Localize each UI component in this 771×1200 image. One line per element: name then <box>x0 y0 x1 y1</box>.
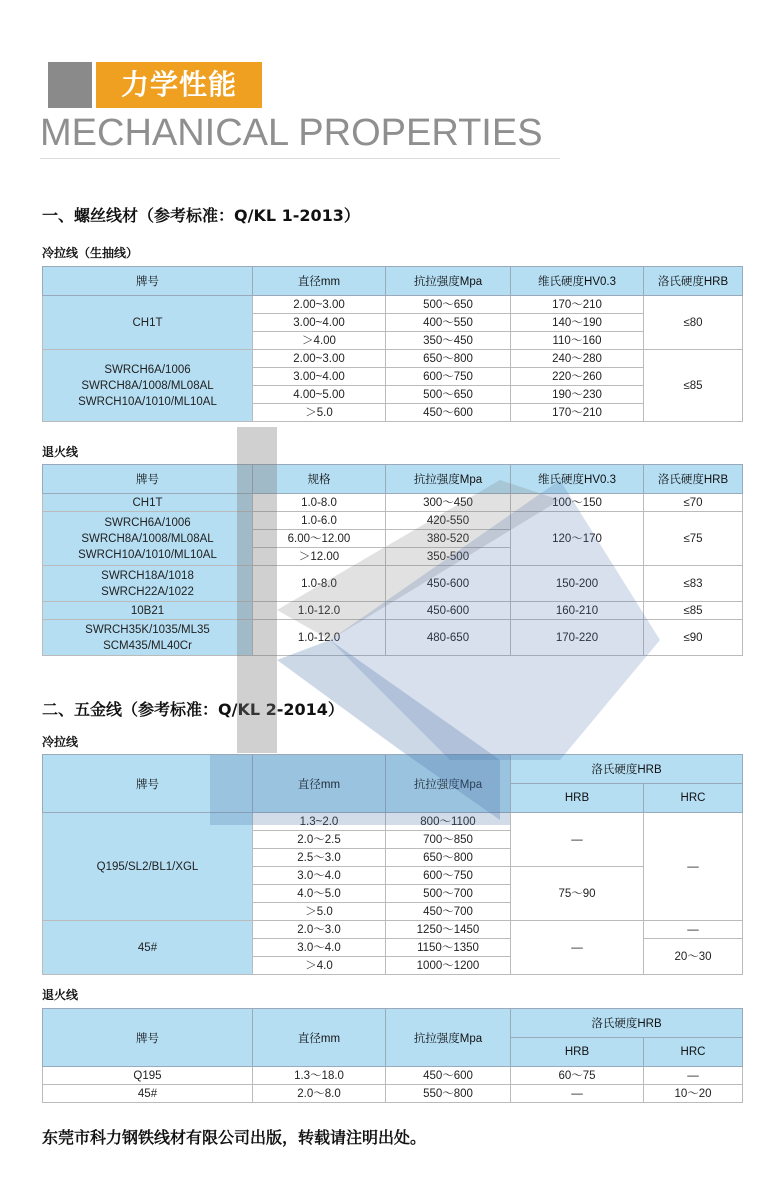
table-s2-annealed <box>42 1008 743 1103</box>
banner-title-en: MECHANICAL PROPERTIES <box>40 112 543 154</box>
table-cell: ＞5.0 <box>253 903 386 921</box>
table-cell: 1.0-12.0 <box>253 620 386 656</box>
col-header: 抗拉强度Mpa <box>386 465 511 494</box>
table-cell: 700～850 <box>386 831 511 849</box>
grade-cell: SWRCH6A/1006 SWRCH8A/1008/ML08AL SWRCH10A/1010/ML10AL <box>43 512 253 566</box>
table-cell: 190～230 <box>511 386 644 404</box>
table-cell: 4.0～5.0 <box>253 885 386 903</box>
col-header: 规格 <box>253 465 386 494</box>
table-cell: 75～90 <box>511 867 644 921</box>
grade-cell: SWRCH18A/1018 SWRCH22A/1022 <box>43 566 253 602</box>
grade-cell: Q195/SL2/BL1/XGL <box>43 813 253 921</box>
grade-cell: 45# <box>43 921 253 975</box>
grade-cell: CH1T <box>43 494 253 512</box>
table-cell: 2.00~3.00 <box>253 296 386 314</box>
table-cell: ≤85 <box>644 602 743 620</box>
table-cell: 1.0-12.0 <box>253 602 386 620</box>
table-cell: 240～280 <box>511 350 644 368</box>
col-header: 直径mm <box>253 267 386 296</box>
table-cell: — <box>511 921 644 975</box>
table-cell: 170～210 <box>511 296 644 314</box>
table-cell: ≤83 <box>644 566 743 602</box>
table-cell: 480-650 <box>386 620 511 656</box>
table-cell: 450～600 <box>386 1067 511 1085</box>
table-cell: 1000～1200 <box>386 957 511 975</box>
table-cell: 10～20 <box>644 1085 743 1103</box>
table-cell: 400～550 <box>386 314 511 332</box>
col-header: 抗拉强度Mpa <box>386 267 511 296</box>
banner-gray-block <box>48 62 92 108</box>
section1-title: 一、螺丝线材（参考标准：Q/KL 1-2013） <box>42 206 360 225</box>
grade-cell: 10B21 <box>43 602 253 620</box>
col-header: 洛氏硬度HRB <box>644 267 743 296</box>
table-cell: 1.0-6.0 <box>253 512 386 530</box>
section2-cold-title: 冷拉线 <box>42 735 79 749</box>
table-cell: 3.0～4.0 <box>253 867 386 885</box>
banner-title-cn: 力学性能 <box>96 62 262 108</box>
table-cell: 1.3～18.0 <box>253 1067 386 1085</box>
table-cell: 120～170 <box>511 512 644 566</box>
col-header: 洛氏硬度HRB <box>511 755 743 784</box>
table-cell: 500～650 <box>386 386 511 404</box>
table-cell: — <box>644 921 743 939</box>
table-cell: 4.00~5.00 <box>253 386 386 404</box>
table-cell: 6.00～12.00 <box>253 530 386 548</box>
table-cell: ＞4.0 <box>253 957 386 975</box>
col-header: 抗拉强度Mpa <box>386 1009 511 1067</box>
table-cell: ＞12.00 <box>253 548 386 566</box>
table-cell: 2.00~3.00 <box>253 350 386 368</box>
col-header: 抗拉强度Mpa <box>386 755 511 813</box>
table-cell: 2.0～2.5 <box>253 831 386 849</box>
table-cell: ＞5.0 <box>253 404 386 422</box>
table-cell: 650～800 <box>386 350 511 368</box>
table-cell: 380-520 <box>386 530 511 548</box>
col-header: HRB <box>511 1038 644 1067</box>
table-cell: 220～260 <box>511 368 644 386</box>
table-cell: 350～450 <box>386 332 511 350</box>
table-cell: ≤90 <box>644 620 743 656</box>
col-header: 牌号 <box>43 755 253 813</box>
col-header: HRC <box>644 784 743 813</box>
table-cell: 450～600 <box>386 404 511 422</box>
table-s1-annealed <box>42 464 743 656</box>
table-cell: 450-600 <box>386 602 511 620</box>
table-cell: 1.0-8.0 <box>253 494 386 512</box>
table-cell: 650～800 <box>386 849 511 867</box>
table-cell: 150-200 <box>511 566 644 602</box>
table-cell: 100～150 <box>511 494 644 512</box>
banner-divider <box>40 158 560 159</box>
table-cell: 110～160 <box>511 332 644 350</box>
table-cell: 2.5～3.0 <box>253 849 386 867</box>
col-header: HRB <box>511 784 644 813</box>
footer-note: 东莞市科力钢铁线材有限公司出版，转载请注明出处。 <box>42 1128 427 1147</box>
section2-annealed-title: 退火线 <box>42 988 79 1002</box>
col-header: 直径mm <box>253 1009 386 1067</box>
table-cell: ＞4.00 <box>253 332 386 350</box>
table-cell: ≤75 <box>644 512 743 566</box>
col-header: 牌号 <box>43 465 253 494</box>
section1-annealed-title: 退火线 <box>42 445 79 459</box>
table-cell: 20～30 <box>644 939 743 975</box>
table-cell: 170-220 <box>511 620 644 656</box>
table-cell: 1.3~2.0 <box>253 813 386 831</box>
table-cell: 1250～1450 <box>386 921 511 939</box>
col-header: HRC <box>644 1038 743 1067</box>
table-cell: — <box>644 1067 743 1085</box>
table-cell: Q195 <box>43 1067 253 1085</box>
col-header: 牌号 <box>43 1009 253 1067</box>
col-header: 维氏硬度HV0.3 <box>511 267 644 296</box>
table-cell: 3.00~4.00 <box>253 368 386 386</box>
grade-cell: CH1T <box>43 296 253 350</box>
table-cell: 350-500 <box>386 548 511 566</box>
table-cell: 1150～1350 <box>386 939 511 957</box>
section1-cold-title: 冷拉线（生抽线） <box>42 246 139 260</box>
table-cell: 500～700 <box>386 885 511 903</box>
grade-cell: SWRCH6A/1006 SWRCH8A/1008/ML08AL SWRCH10A/1010/ML10AL <box>43 350 253 422</box>
table-cell: 420-550 <box>386 512 511 530</box>
table-cell: 550～800 <box>386 1085 511 1103</box>
table-cell: 140～190 <box>511 314 644 332</box>
table-cell: 3.00~4.00 <box>253 314 386 332</box>
table-cell: — <box>644 813 743 921</box>
col-header: 牌号 <box>43 267 253 296</box>
table-cell: 600～750 <box>386 368 511 386</box>
table-cell: 800～1100 <box>386 813 511 831</box>
table-cell: 170～210 <box>511 404 644 422</box>
col-header: 直径mm <box>253 755 386 813</box>
table-cell: 2.0～8.0 <box>253 1085 386 1103</box>
table-cell: 500～650 <box>386 296 511 314</box>
hrb-cell: ≤85 <box>644 350 743 422</box>
table-s1-cold <box>42 266 743 422</box>
col-header: 洛氏硬度HRB <box>511 1009 743 1038</box>
table-s2-cold <box>42 754 743 975</box>
table-cell: 160-210 <box>511 602 644 620</box>
table-cell: — <box>511 1085 644 1103</box>
col-header: 维氏硬度HV0.3 <box>511 465 644 494</box>
table-cell: 2.0～3.0 <box>253 921 386 939</box>
table-cell: 45# <box>43 1085 253 1103</box>
section2-title: 二、五金线（参考标准：Q/KL 2-2014） <box>42 700 344 719</box>
table-cell: ≤70 <box>644 494 743 512</box>
col-header: 洛氏硬度HRB <box>644 465 743 494</box>
grade-cell: SWRCH35K/1035/ML35 SCM435/ML40Cr <box>43 620 253 656</box>
table-cell: 450～700 <box>386 903 511 921</box>
table-cell: 60～75 <box>511 1067 644 1085</box>
hrb-cell: ≤80 <box>644 296 743 350</box>
table-cell: 600～750 <box>386 867 511 885</box>
table-cell: 1.0-8.0 <box>253 566 386 602</box>
table-cell: 3.0～4.0 <box>253 939 386 957</box>
table-cell: — <box>511 813 644 867</box>
table-cell: 300～450 <box>386 494 511 512</box>
table-cell: 450-600 <box>386 566 511 602</box>
